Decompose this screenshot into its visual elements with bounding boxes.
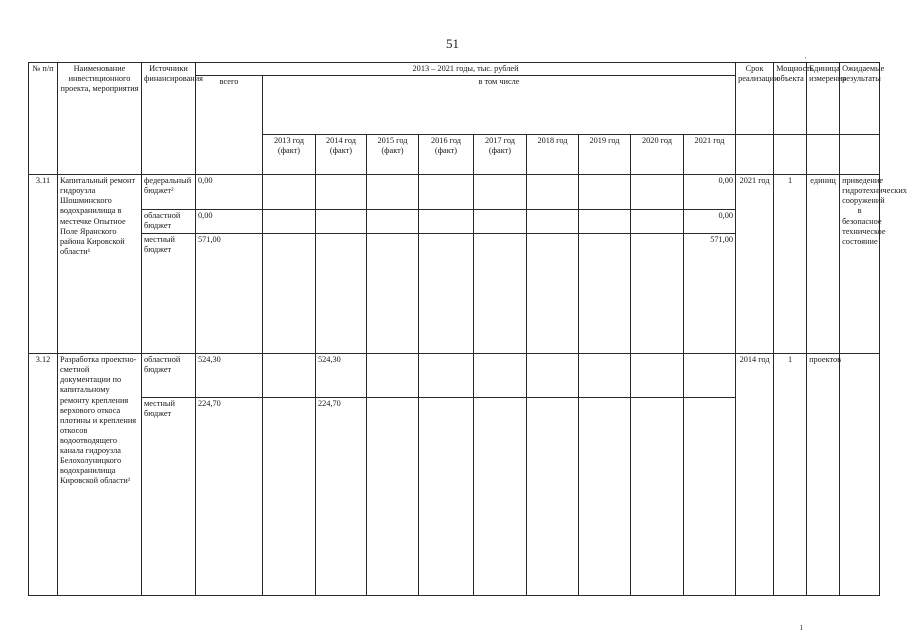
year-cell [419,210,474,234]
year-cell [631,398,684,596]
project-result: приведение гидротехнических сооружений в безопасное техническое состояние [840,175,880,354]
year-cell [474,210,527,234]
year-cell: 524,30 [316,354,367,398]
year-cell [419,398,474,596]
table-row [29,175,880,210]
year-cell [367,398,419,596]
header-blank [774,135,807,175]
year-cell [367,234,419,354]
project-term: 2021 год [736,175,774,354]
project-capacity: 1 [774,175,807,354]
funding-source: местный бюджет [142,234,196,354]
total-cell: 571,00 [196,234,263,354]
header-including: в том числе [263,76,736,135]
header-year: 2018 год [527,135,579,175]
year-cell [579,175,631,210]
project-unit: единиц [807,175,840,354]
year-cell [631,210,684,234]
year-cell [419,354,474,398]
year-cell [579,234,631,354]
year-cell [316,210,367,234]
header-unit: Единица измерения [807,63,840,135]
year-cell [419,175,474,210]
year-cell [474,234,527,354]
year-cell: 0,00 [684,210,736,234]
header-year: 2020 год [631,135,684,175]
funding-source: областной бюджет [142,354,196,398]
year-cell [684,398,736,596]
year-cell [684,354,736,398]
year-cell [527,354,579,398]
header-source: Источники финансирования [142,63,196,175]
year-cell [316,175,367,210]
year-cell [527,210,579,234]
year-cell [316,234,367,354]
investment-table [28,62,907,596]
year-cell [367,354,419,398]
header-blank [840,135,880,175]
year-cell [527,398,579,596]
header-name: Наименование инвестиционного проекта, мероприятия [58,63,142,175]
header-year: 2021 год [684,135,736,175]
project-unit: проектов [807,354,840,596]
funding-source: федеральный бюджет² [142,175,196,210]
header-capacity: Мощность объекта [774,63,807,135]
year-cell [527,234,579,354]
year-cell [631,234,684,354]
header-year: 2016 год (факт) [419,135,474,175]
funding-source: местный бюджет [142,398,196,596]
project-name: Капитальный ремонт гидроузла Шошминского водохранилища в местечке Опытное Поле Яранского района Кировской области¹ [58,175,142,354]
year-cell [367,210,419,234]
header-year: 2019 год [579,135,631,175]
year-cell [474,354,527,398]
header-year: 2015 год (факт) [367,135,419,175]
header-year: 2013 год (факт) [263,135,316,175]
header-year: 2014 год (факт) [316,135,367,175]
year-cell [263,234,316,354]
header-blank [807,135,840,175]
header-period: 2013 – 2021 годы, тыс. рублей [196,63,736,76]
year-cell [579,210,631,234]
year-cell: 0,00 [684,175,736,210]
header-results: Ожидаемые результаты [840,63,880,135]
project-number: 3.12 [29,354,58,596]
project-result [840,354,880,596]
header-no: № п/п [29,63,58,175]
funding-source: областной бюджет [142,210,196,234]
year-cell: 224,70 [316,398,367,596]
total-cell: 0,00 [196,175,263,210]
total-cell: 0,00 [196,210,263,234]
year-cell [263,354,316,398]
table-row [29,354,880,398]
header-term: Срок реализации [736,63,774,135]
year-cell [631,175,684,210]
project-name: Разработка проектно-сметной документации по капитальному ремонту крепления верхового откоса плотины и крепления откосов водоотводящего канала гидроузла Белохолуницкого водохранилища Кировской области¹ [58,354,142,596]
year-cell [579,398,631,596]
year-cell [419,234,474,354]
scan-mark: ˌ [804,48,808,59]
year-cell [474,398,527,596]
year-cell [579,354,631,398]
project-capacity: 1 [774,354,807,596]
scan-mark: ı [800,622,803,633]
page-number: 51 [446,36,459,51]
year-cell [263,175,316,210]
header-total: всего [196,76,263,175]
header-blank [736,135,774,175]
project-term: 2014 год [736,354,774,596]
year-cell [367,175,419,210]
header-row [29,63,880,76]
total-cell: 224,70 [196,398,263,596]
project-number: 3.11 [29,175,58,354]
year-cell: 571,00 [684,234,736,354]
year-cell [263,210,316,234]
year-cell [474,175,527,210]
header-year: 2017 год (факт) [474,135,527,175]
year-cell [263,398,316,596]
year-cell [631,354,684,398]
year-cell [527,175,579,210]
total-cell: 524,30 [196,354,263,398]
